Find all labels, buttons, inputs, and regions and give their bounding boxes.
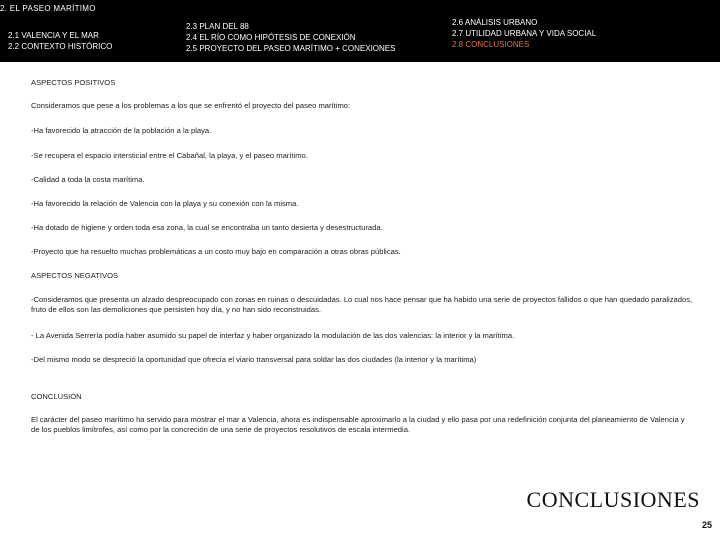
heading-aspectos-negativos: ASPECTOS NEGATIVOS [31,271,119,280]
positivo-item: -Proyecto que ha resuelto muchas problemáticas a un costo muy bajo en comparación a otras obras públicas. [31,247,401,256]
nav-item-contexto-historico[interactable]: 2.2 CONTEXTO HISTÓRICO [8,42,113,51]
heading-aspectos-positivos: ASPECTOS POSITIVOS [31,78,116,87]
positivo-item: -Se recupera el espacio intersticial entre el Cabañal, la playa, y el paseo marítimo. [31,151,308,160]
negativo-item: -Consideramos que presenta un alzado despreocupado con zonas en ruinas o descuidadas. Lo cual nos hace pensar que ha habido una serie de proyectos fallidos o que han quedado paralizados, fruto de ellos son las demoliciones que persisten hoy día, y no han sido reconstruidas. [31,295,693,314]
nav-item-conclusiones[interactable]: 2.8 CONCLUSIONES [452,40,530,49]
nav-item-valencia-y-el-mar[interactable]: 2.1 VALENCIA Y EL MAR [8,31,99,40]
nav-item-el-rio[interactable]: 2.4 EL RÍO COMO HIPÓTESIS DE CONEXIÓN [186,33,356,42]
nav-column-2 [186,21,395,54]
heading-conclusion: CONCLUSIÓN [31,392,82,401]
nav-item-utilidad-urbana[interactable]: 2.7 UTILIDAD URBANA Y VIDA SOCIAL [452,29,597,38]
nav-item-analisis-urbano[interactable]: 2.6 ANÁLISIS URBANO [452,18,538,27]
negativo-item: - La Avenida Serrería podía haber asumido su papel de interfaz y haber organizado la modulación de las dos valencias: la interior y la marítima. [31,331,515,340]
positivos-intro: Consideramos que pese a los problemas a los que se enfrentó el proyecto del paseo marítimo: [31,101,351,110]
positivo-item: -Ha dotado de higiene y orden toda esa zona, la cual se encontraba un tanto desierta y desestructurada. [31,223,383,232]
section-title: 2. EL PASEO MARÍTIMO [0,4,96,13]
positivo-item: -Ha favorecido la relación de Valencia con la playa y su conexión con la misma. [31,199,299,208]
slide-title: CONCLUSIONES [526,487,700,512]
nav-item-plan-del-88[interactable]: 2.3 PLAN DEL 88 [186,22,249,31]
nav-column-1 [8,30,112,52]
page-number: 25 [701,520,712,530]
nav-column-3 [452,17,596,50]
header-bar [0,0,720,62]
negativo-item: -Del mismo modo se despreció la oportunidad que ofrecía el viario transversal para soldar las dos ciudades (la interior y la marítima) [31,355,477,364]
positivo-item: -Calidad a toda la costa marítima. [31,175,145,184]
positivo-item: -Ha favorecido la atracción de la población a la playa. [31,126,212,135]
nav-item-proyecto-paseo[interactable]: 2.5 PROYECTO DEL PASEO MARÍTIMO + CONEXIONES [186,44,396,53]
conclusion-text: El carácter del paseo marítimo ha servido para mostrar el mar a Valencia, ahora es indispensable aproximarlo a la ciudad y ello pasa por una redefinición conjunta del planeamiento de Valencia y de los pueblos limítrofes, así como por la concreción de una serie de proyectos resolutivos de escala intermedia. [31,415,685,434]
